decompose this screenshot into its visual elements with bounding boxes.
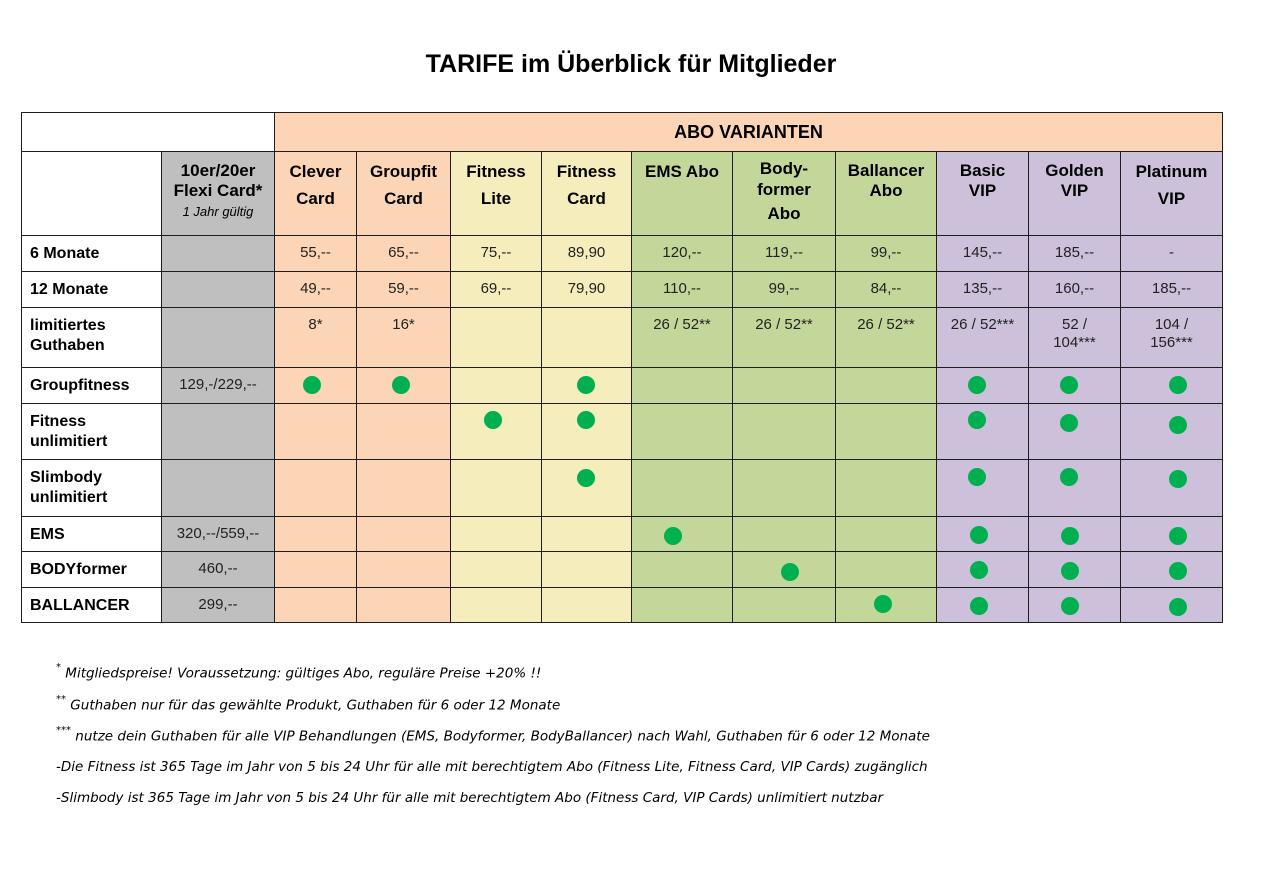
row-label: Slimbody unlimitiert [22,460,162,517]
col-header-fitness-lite: Fitness Lite [451,152,542,236]
included-dot-icon [577,411,595,429]
price-cell: 69,-- [451,272,542,308]
price-cell: 49,-- [275,272,357,308]
table-row-ems [22,517,1223,552]
guthaben-cell: 104 / 156*** [1121,308,1223,368]
included-dot-icon [1169,416,1187,434]
included-dot-icon [577,469,595,487]
price-cell: 99,-- [836,236,937,272]
row-label: Fitness unlimitiert [22,404,162,460]
included-dot-icon [968,468,986,486]
flexi-price-cell: 320,--/559,-- [162,517,275,552]
included-dot-icon [392,376,410,394]
included-dot-icon [1169,470,1187,488]
row-label: EMS [22,517,162,552]
flexi-price-cell: 460,-- [162,552,275,588]
price-cell: 79,90 [542,272,632,308]
included-dot-icon [484,411,502,429]
col-header-ems-abo: EMS Abo [632,152,733,236]
empty-corner-cell [22,113,275,152]
col-header-basic-vip: Basic VIP [937,152,1029,236]
guthaben-cell: 26 / 52** [632,308,733,368]
row-label: 12 Monate [22,272,162,308]
included-dot-icon [968,376,986,394]
page-title: TARIFE im Überblick für Mitglieder [425,50,837,78]
price-cell: 65,-- [357,236,451,272]
included-dot-icon [1060,414,1078,432]
flexi-validity-note: 1 Jahr gültig [182,204,254,219]
abo-varianten-header: ABO VARIANTEN [275,113,1223,152]
price-cell: 75,-- [451,236,542,272]
price-cell: - [1121,236,1223,272]
included-dot-icon [970,561,988,579]
table-row-12-monate [22,272,1223,308]
included-dot-icon [968,411,986,429]
footnote-3: *** nutze dein Guthaben für alle VIP Behandlungen (EMS, Bodyformer, BodyBallancer) nach Wahl, Guthaben für 6 oder 12 Monate [56,725,930,745]
price-cell: 119,-- [733,236,836,272]
guthaben-cell: 52 / 104*** [1029,308,1121,368]
col-header-groupfit-card: Groupfit Card [357,152,451,236]
price-cell: 59,-- [357,272,451,308]
row-label: limitiertes Guthaben [22,308,162,368]
footnote-fitness: -Die Fitness ist 365 Tage im Jahr von 5 bis 24 Uhr für alle mit berechtigtem Abo (Fitness Lite, Fitness Card, VIP Cards) zugänglich [56,758,928,775]
price-cell: 185,-- [1029,236,1121,272]
included-dot-icon [303,376,321,394]
included-dot-icon [1169,527,1187,545]
price-cell: 145,-- [937,236,1029,272]
footnote-slimbody: -Slimbody ist 365 Tage im Jahr von 5 bis 24 Uhr für alle mit berechtigtem Abo (Fitness Card, VIP Cards) unlimitiert nutzbar [56,790,884,806]
included-dot-icon [1061,597,1079,615]
col-header-platinum-vip: Platinum VIP [1121,152,1223,236]
table-row-limitiertes-guthaben [22,308,1223,368]
included-dot-icon [1169,598,1187,616]
guthaben-cell: 26 / 52** [836,308,937,368]
included-dot-icon [1169,376,1187,394]
table-row-groupfitness [22,368,1223,404]
table-row-ballancer [22,588,1223,623]
price-cell: 185,-- [1121,272,1223,308]
price-cell: 120,-- [632,236,733,272]
flexi-price-cell: 129,-/229,-- [162,368,275,404]
col-header-bodyformer-abo: Body- former Abo [733,152,836,236]
included-dot-icon [970,597,988,615]
included-dot-icon [1061,562,1079,580]
footnote-1: * Mitgliedspreise! Voraussetzung: gültiges Abo, reguläre Preise +20% !! [56,662,542,682]
table-row-bodyformer [22,552,1223,588]
price-cell: 89,90 [542,236,632,272]
flexi-price-cell: 299,-- [162,588,275,623]
empty-label-cell [22,152,162,236]
price-cell: 84,-- [836,272,937,308]
included-dot-icon [577,376,595,394]
table-row-6-monate [22,236,1223,272]
guthaben-cell: 26 / 52*** [937,308,1029,368]
table-row-fitness-unlimitiert [22,404,1223,460]
included-dot-icon [874,595,892,613]
included-dot-icon [664,527,682,545]
col-header-ballancer-abo: Ballancer Abo [836,152,937,236]
table-row-slimbody-unlimitiert [22,460,1223,517]
price-cell: 99,-- [733,272,836,308]
included-dot-icon [1061,527,1079,545]
col-header-fitness-card: Fitness Card [542,152,632,236]
price-cell: 110,-- [632,272,733,308]
row-label: BALLANCER [22,588,162,623]
tariff-table [21,112,1223,623]
row-label: 6 Monate [22,236,162,272]
guthaben-cell: 26 / 52** [733,308,836,368]
included-dot-icon [1060,376,1078,394]
footnote-2: ** Guthaben nur für das gewählte Produkt, Guthaben für 6 oder 12 Monate [56,693,561,713]
included-dot-icon [970,526,988,544]
guthaben-cell: 8* [275,308,357,368]
guthaben-cell: 16* [357,308,451,368]
price-cell: 135,-- [937,272,1029,308]
row-label: BODYformer [22,552,162,588]
price-cell: 160,-- [1029,272,1121,308]
col-header-golden-vip: Golden VIP [1029,152,1121,236]
included-dot-icon [1169,562,1187,580]
included-dot-icon [781,563,799,581]
row-label: Groupfitness [22,368,162,404]
col-header-flexi-card: 10er/20er Flexi Card* 1 Jahr gültig [162,152,275,236]
included-dot-icon [1060,468,1078,486]
footnotes [56,664,930,822]
col-header-clever-card: Clever Card [275,152,357,236]
price-cell: 55,-- [275,236,357,272]
